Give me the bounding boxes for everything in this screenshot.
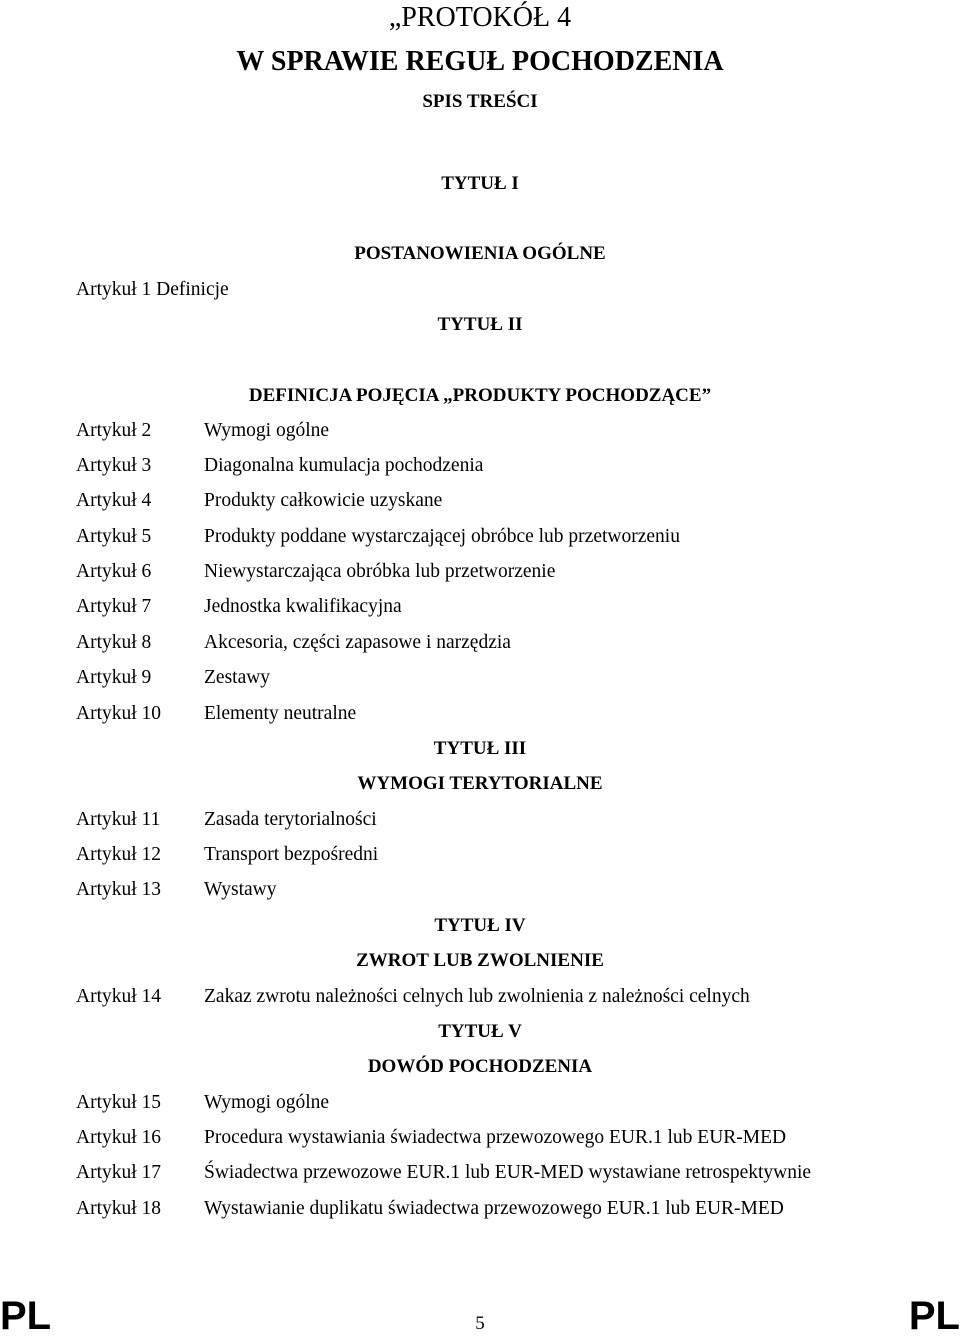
article-number: Artykuł 8 — [76, 632, 152, 653]
page-number: 5 — [475, 1313, 485, 1334]
article-title: Wystawianie duplikatu świadectwa przewozowego EUR.1 lub EUR-MED — [204, 1198, 784, 1219]
article-title: Procedura wystawiania świadectwa przewozowego EUR.1 lub EUR-MED — [204, 1127, 787, 1148]
title-subheading: DOWÓD POCHODZENIA — [367, 1056, 593, 1077]
article-title: Zakaz zwrotu należności celnych lub zwolnienia z należności celnych — [204, 986, 750, 1007]
article-number: Artykuł 4 — [76, 490, 152, 511]
article-number: Artykuł 10 — [76, 703, 162, 724]
article-title: Wymogi ogólne — [204, 420, 330, 441]
article-number: Artykuł 17 — [76, 1162, 162, 1183]
article-title: Produkty całkowicie uzyskane — [204, 490, 443, 511]
article-number: Artykuł 13 — [76, 879, 162, 900]
title-heading: TYTUŁ IV — [434, 915, 526, 936]
article-title: Zestawy — [204, 667, 271, 688]
article-number: Artykuł 11 — [76, 809, 161, 830]
article-title: Elementy neutralne — [204, 703, 357, 724]
title-heading: TYTUŁ I — [441, 173, 519, 194]
article-title: Produkty poddane wystarczającej obróbce lub przetworzeniu — [204, 526, 680, 547]
title-heading: TYTUŁ III — [433, 738, 527, 759]
title-heading: TYTUŁ V — [438, 1021, 522, 1042]
title-heading: TYTUŁ II — [437, 314, 523, 335]
protocol-heading: „PROTOKÓŁ 4 — [388, 2, 572, 33]
article-title: Wystawy — [204, 879, 277, 900]
title-subheading: ZWROT LUB ZWOLNIENIE — [356, 950, 604, 971]
document-title: W SPRAWIE REGUŁ POCHODZENIA — [236, 46, 724, 77]
article-number: Artykuł 3 — [76, 455, 152, 476]
article-number: Artykuł 2 — [76, 420, 152, 441]
article-number: Artykuł 1 Definicje — [76, 279, 229, 300]
article-title: Świadectwa przewozowe EUR.1 lub EUR-MED wystawiane retrospektywnie — [204, 1162, 812, 1183]
article-title: Diagonalna kumulacja pochodzenia — [204, 455, 484, 476]
article-title: Wymogi ogólne — [204, 1092, 330, 1113]
title-subheading: POSTANOWIENIA OGÓLNE — [354, 243, 606, 264]
article-title: Jednostka kwalifikacyjna — [204, 596, 402, 617]
article-number: Artykuł 9 — [76, 667, 152, 688]
title-subheading: WYMOGI TERYTORIALNE — [357, 773, 603, 794]
article-title: Transport bezpośredni — [204, 844, 379, 865]
article-number: Artykuł 14 — [76, 986, 162, 1007]
article-number: Artykuł 7 — [76, 596, 152, 617]
article-title: Akcesoria, części zapasowe i narzędzia — [204, 632, 511, 653]
article-number: Artykuł 6 — [76, 561, 152, 582]
article-title: Zasada terytorialności — [204, 809, 377, 830]
language-mark-right: PL — [908, 1294, 960, 1338]
article-number: Artykuł 5 — [76, 526, 152, 547]
article-number: Artykuł 16 — [76, 1127, 162, 1148]
article-number: Artykuł 18 — [76, 1198, 162, 1219]
article-number: Artykuł 15 — [76, 1092, 162, 1113]
toc-heading: SPIS TREŚCI — [422, 91, 538, 112]
article-number: Artykuł 12 — [76, 844, 162, 865]
language-mark-left: PL — [0, 1294, 52, 1338]
article-title: Niewystarczająca obróbka lub przetworzenie — [204, 561, 556, 582]
title-subheading: DEFINICJA POJĘCIA „PRODUKTY POCHODZĄCE” — [248, 385, 712, 406]
